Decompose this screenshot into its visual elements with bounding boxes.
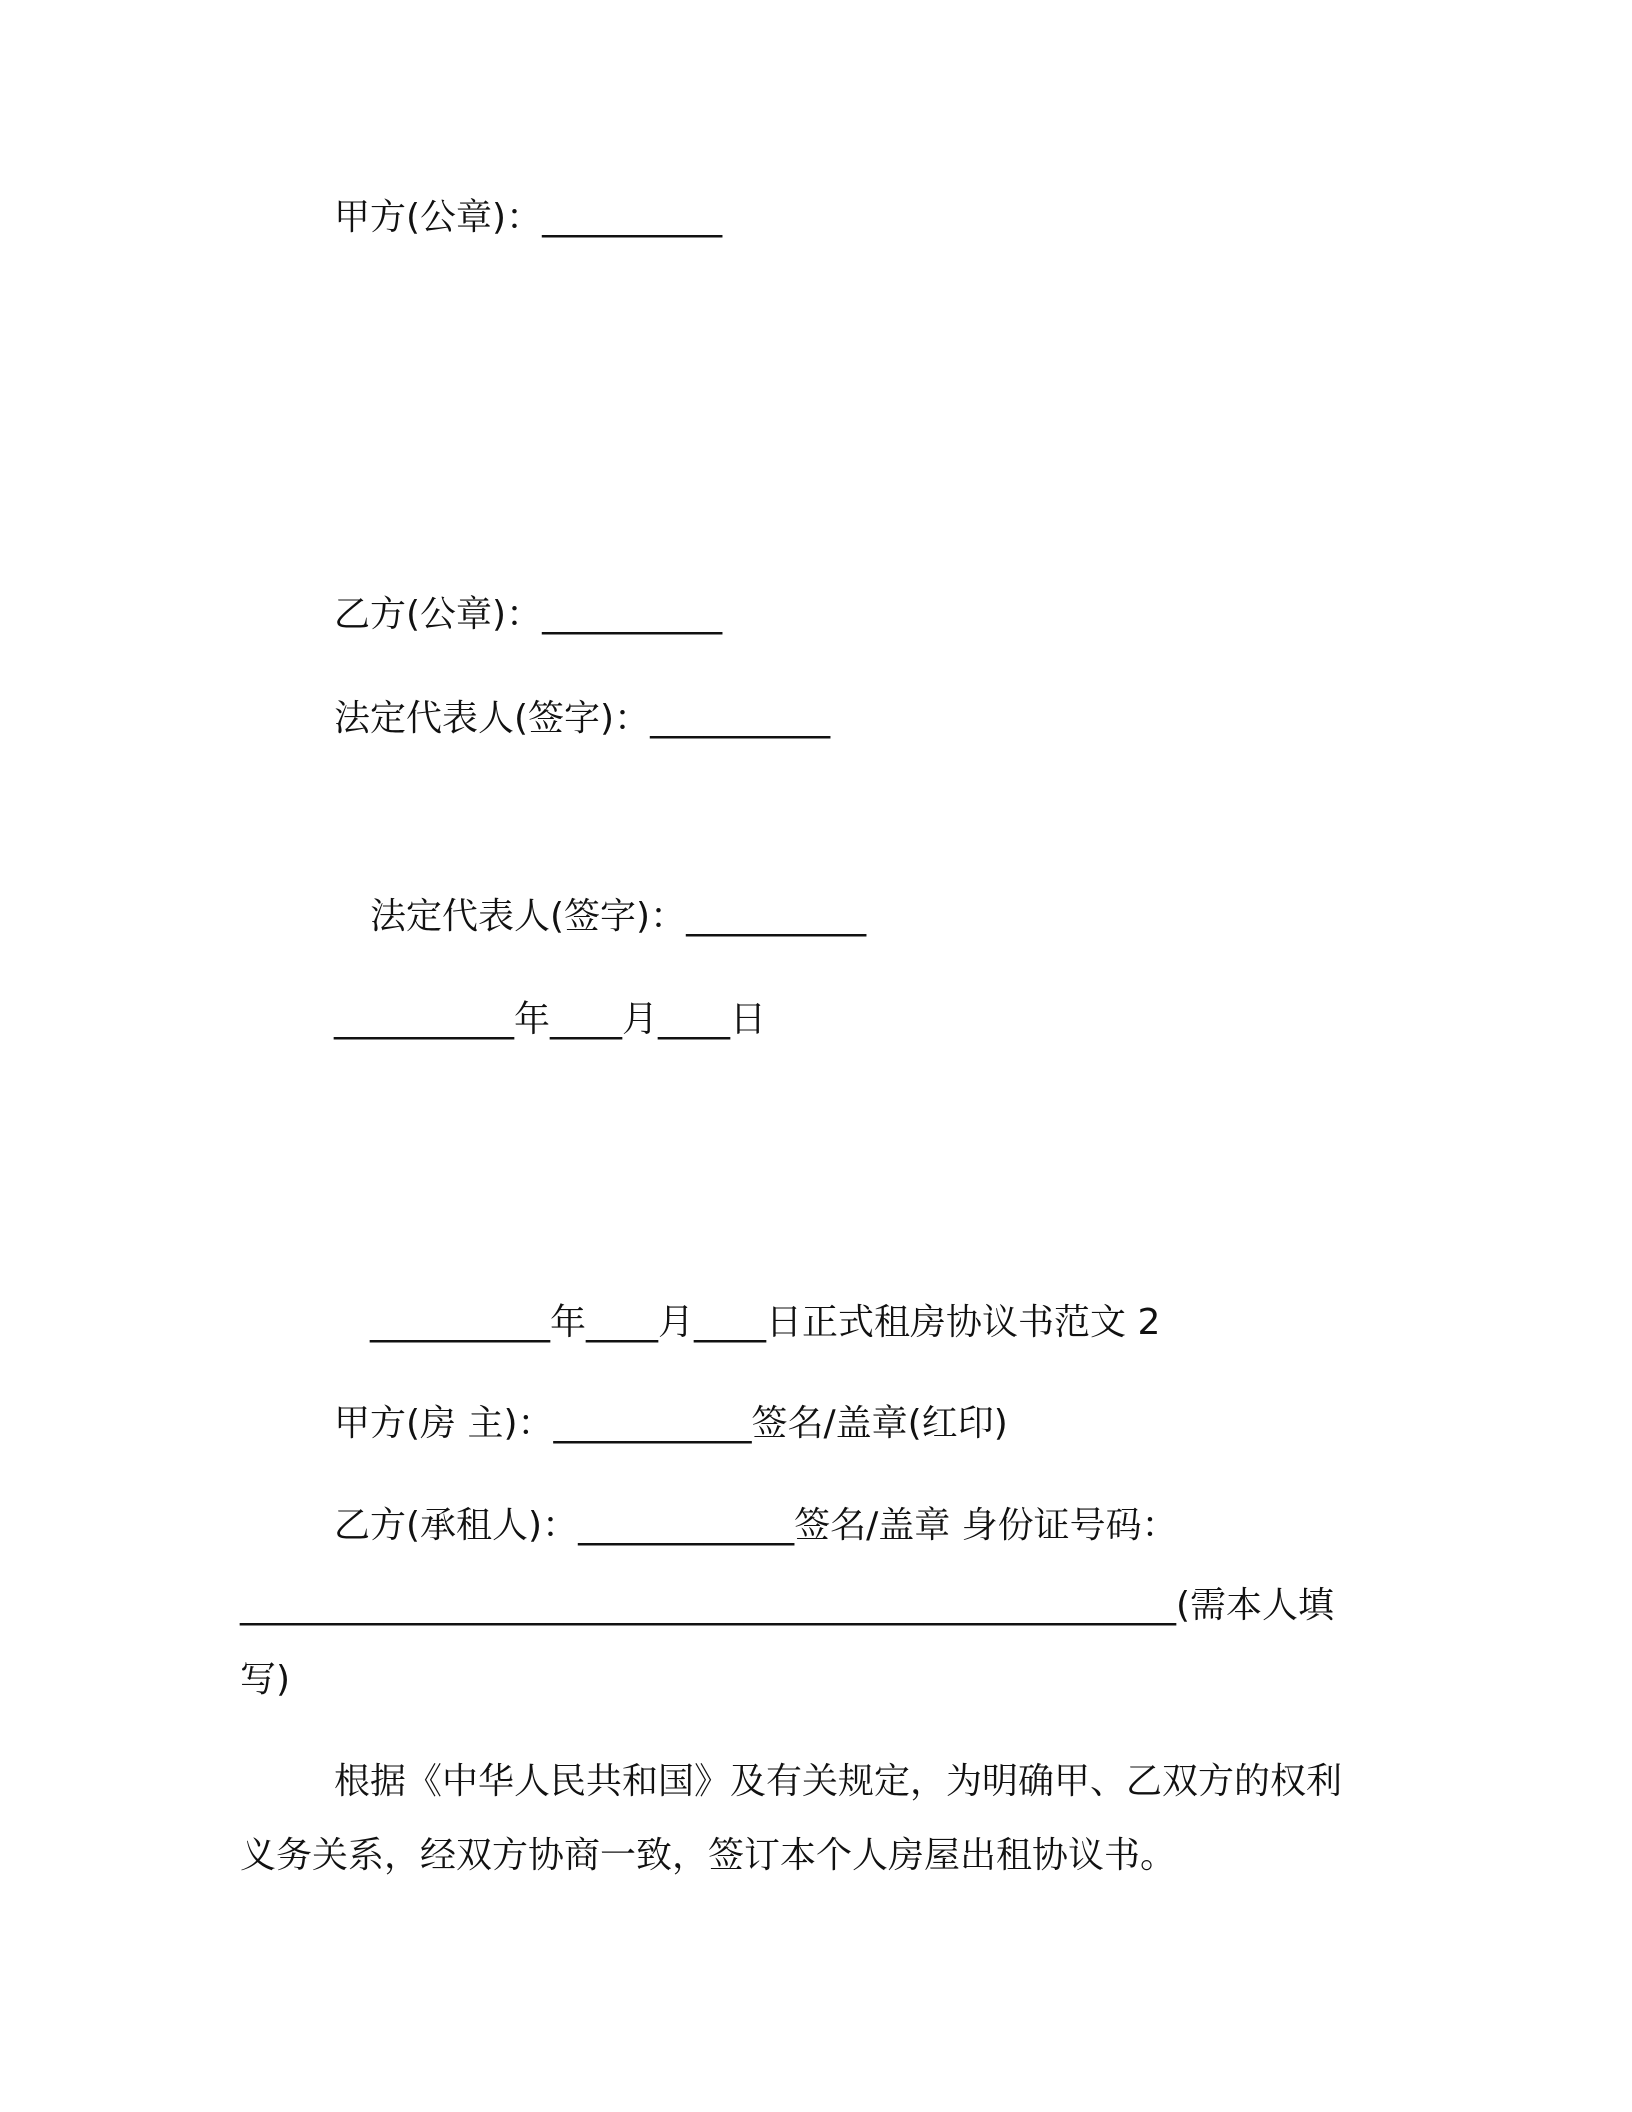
legal-representative-line: 法定代表人(签字)：__________ <box>334 698 831 739</box>
tenant-line: 乙方(承租人)：____________签名/盖章 身份证号码： <box>334 1505 1178 1546</box>
preamble-line-1: 根据《中华人民共和国》及有关规定，为明确甲、乙双方的权利 <box>334 1761 1343 1802</box>
signing-date-line: __________年____月____日 <box>334 999 766 1040</box>
section-heading: __________年____月____日正式租房协议书范文 2 <box>370 1302 1161 1343</box>
party-a-seal-line: 甲方(公章)：__________ <box>334 197 723 238</box>
id-number-fill-line-end: 写) <box>240 1659 291 1700</box>
party-b-seal-line: 乙方(公章)：__________ <box>334 594 723 635</box>
legal-representative-line-indented: 法定代表人(签字)：__________ <box>370 896 867 937</box>
preamble-line-2: 义务关系，经双方协商一致，签订本个人房屋出租协议书。 <box>240 1835 1177 1876</box>
landlord-line: 甲方(房 主)：___________签名/盖章(红印) <box>334 1403 1008 1444</box>
id-number-fill-line: ____________________________________________________(需本人填 <box>240 1585 1335 1626</box>
